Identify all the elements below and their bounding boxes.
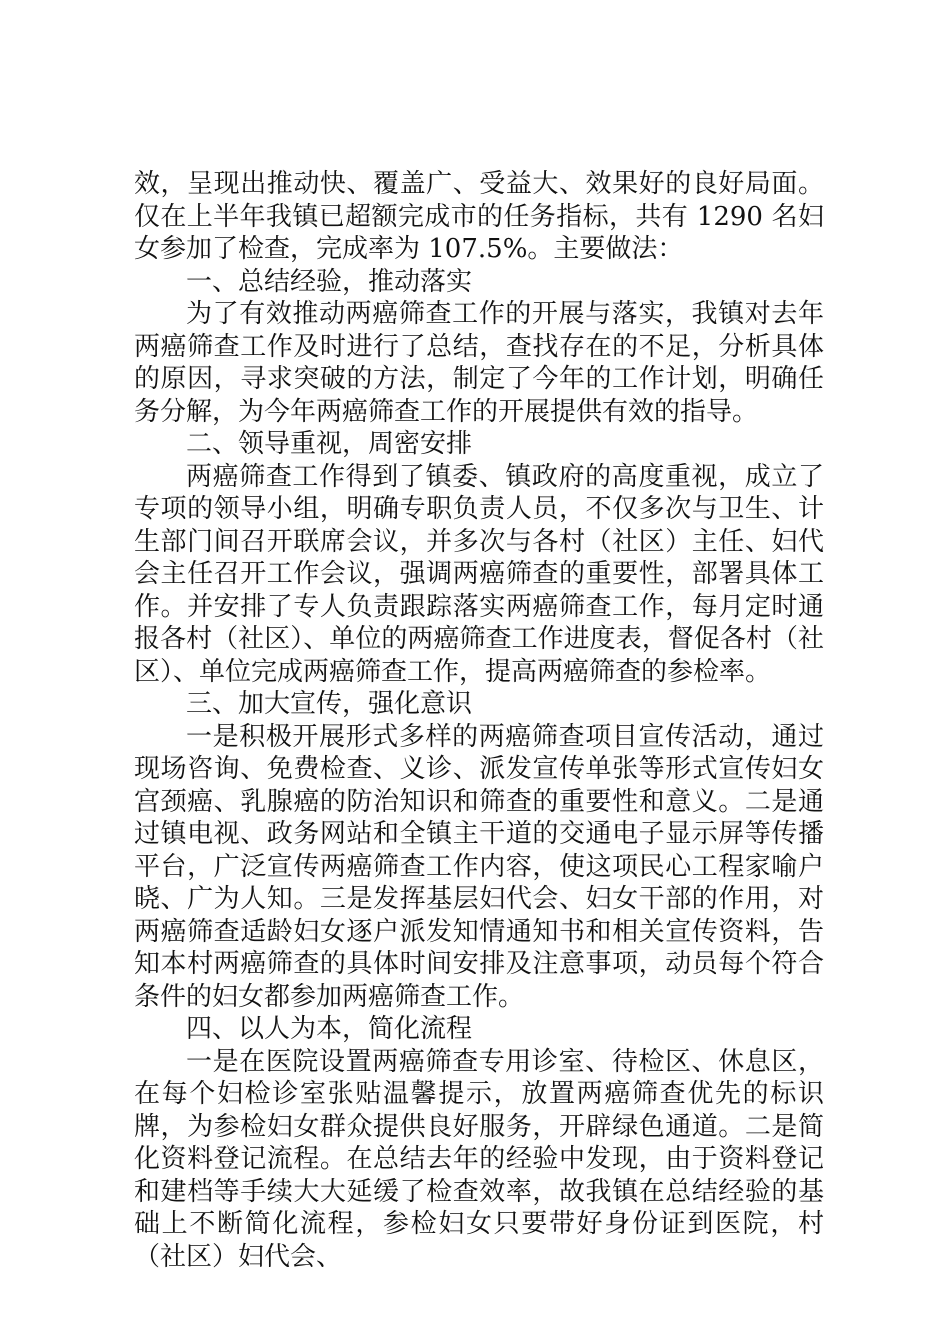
document-body [134,168,824,1273]
section-heading-4: 四、以人为本，简化流程 [186,1014,473,1044]
section-heading-2: 二、领导重视，周密安排 [186,429,473,459]
paragraph-intro-continuation: 效，呈现出推动快、覆盖广、受益大、效果好的良好局面。仅在上半年我镇已超额完成市的任务指标，共有 1290 名妇女参加了检查，完成率为 107.5%。主要做法： [134,169,824,264]
section-heading-3: 三、加大宣传，强化意识 [186,689,473,719]
section-heading-1: 一、总结经验，推动落实 [186,266,473,297]
paragraph-section-2: 两癌筛查工作得到了镇委、镇政府的高度重视，成立了专项的领导小组，明确专职负责人员，不仅多次与卫生、计生部门间召开联席会议，并多次与各村（社区）主任、妇代会主任召开工作会议，强调两癌筛查的重要性，部署具体工作。并安排了专人负责跟踪落实两癌筛查工作，每月定时通报各村（社区）、单位的两癌筛查工作进度表，督促各村（社区）、单位完成两癌筛查工作，提高两癌筛查的参检率。 [134,461,824,687]
paragraph-section-4: 一是在医院设置两癌筛查专用诊室、待检区、休息区，在每个妇检诊室张贴温馨提示，放置两癌筛查优先的标识牌，为参检妇女群众提供良好服务，开辟绿色通道。二是简化资料登记流程。在总结去年的经验中发现，由于资料登记和建档等手续大大延缓了检查效率，故我镇在总结经验的基础上不断简化流程，参检妇女只要带好身份证到医院，村（社区）妇代会、 [134,1046,824,1272]
paragraph-section-1: 为了有效推动两癌筛查工作的开展与落实，我镇对去年两癌筛查工作及时进行了总结，查找存在的不足，分析具体的原因，寻求突破的方法，制定了今年的工作计划，明确任务分解，为今年两癌筛查工作的开展提供有效的指导。 [134,299,824,427]
paragraph-section-3: 一是积极开展形式多样的两癌筛查项目宣传活动，通过现场咨询、免费检查、义诊、派发宣传单张等形式宣传妇女宫颈癌、乳腺癌的防治知识和筛查的重要性和意义。二是通过镇电视、政务网站和全镇主干道的交通电子显示屏等传播平台，广泛宣传两癌筛查工作内容，使这项民心工程家喻户晓、广为人知。三是发挥基层妇代会、妇女干部的作用，对两癌筛查适龄妇女逐户派发知情通知书和相关宣传资料，告知本村两癌筛查的具体时间安排及注意事项，动员每个符合条件的妇女都参加两癌筛查工作。 [134,721,824,1012]
